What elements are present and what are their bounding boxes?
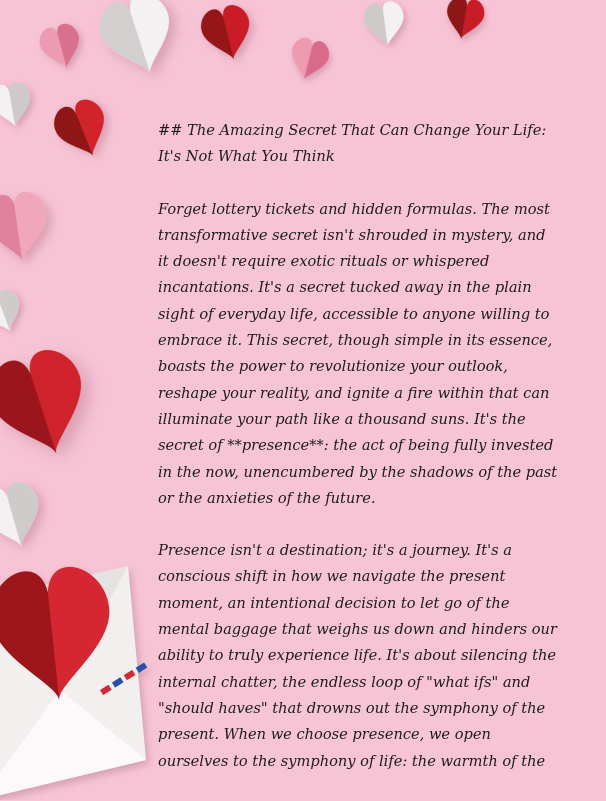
red-heart-icon [0, 342, 100, 468]
pink-heart-icon [0, 189, 53, 265]
white-heart-icon [0, 80, 35, 130]
envelope-icon [0, 563, 147, 800]
document-heading: ## The Amazing Secret That Can Change Your Life: It's Not What You Think [158, 122, 547, 166]
pink-heart-icon [36, 21, 86, 74]
red-heart-icon [443, 0, 487, 42]
paragraph: Presence isn't a destination; it's a journey. It's a conscious shift in how we navigate the present moment, an intentional decision to let go of the mental baggage that weighs us down and hinders our ability to truly experience life. It's about silencing the internal chatter, the endless loop of "what ifs" and "should haves" that drowns out the symphony of the present. When we choose presence, we open ourselves to the symphony of life: the warmth of the [158, 542, 557, 770]
white-heart-icon [0, 286, 28, 338]
white-heart-icon [0, 478, 49, 555]
paragraph: Forget lottery tickets and hidden formulas. The most transformative secret isn't shrouded in mystery, and it doesn't require exotic rituals or whispered incantations. It's a secret tucked away in the plain sight of everyday life, accessible to anyone willing to embrace it. This secret, though simple in its essence, boasts the power to revolutionize your outlook, reshape your reality, and ignite a fire within that can illuminate your path like a thousand suns. It's the secret of **presence**: the act of being fully invested in the now, unencumbered by the shadows of the past or the anxieties of the future. [158, 200, 558, 507]
document-body [158, 118, 558, 801]
white-heart-icon [93, 0, 184, 84]
white-heart-icon [362, 0, 407, 49]
red-heart-icon [197, 2, 257, 66]
red-heart-icon [49, 94, 117, 165]
pink-heart-icon [286, 35, 332, 84]
